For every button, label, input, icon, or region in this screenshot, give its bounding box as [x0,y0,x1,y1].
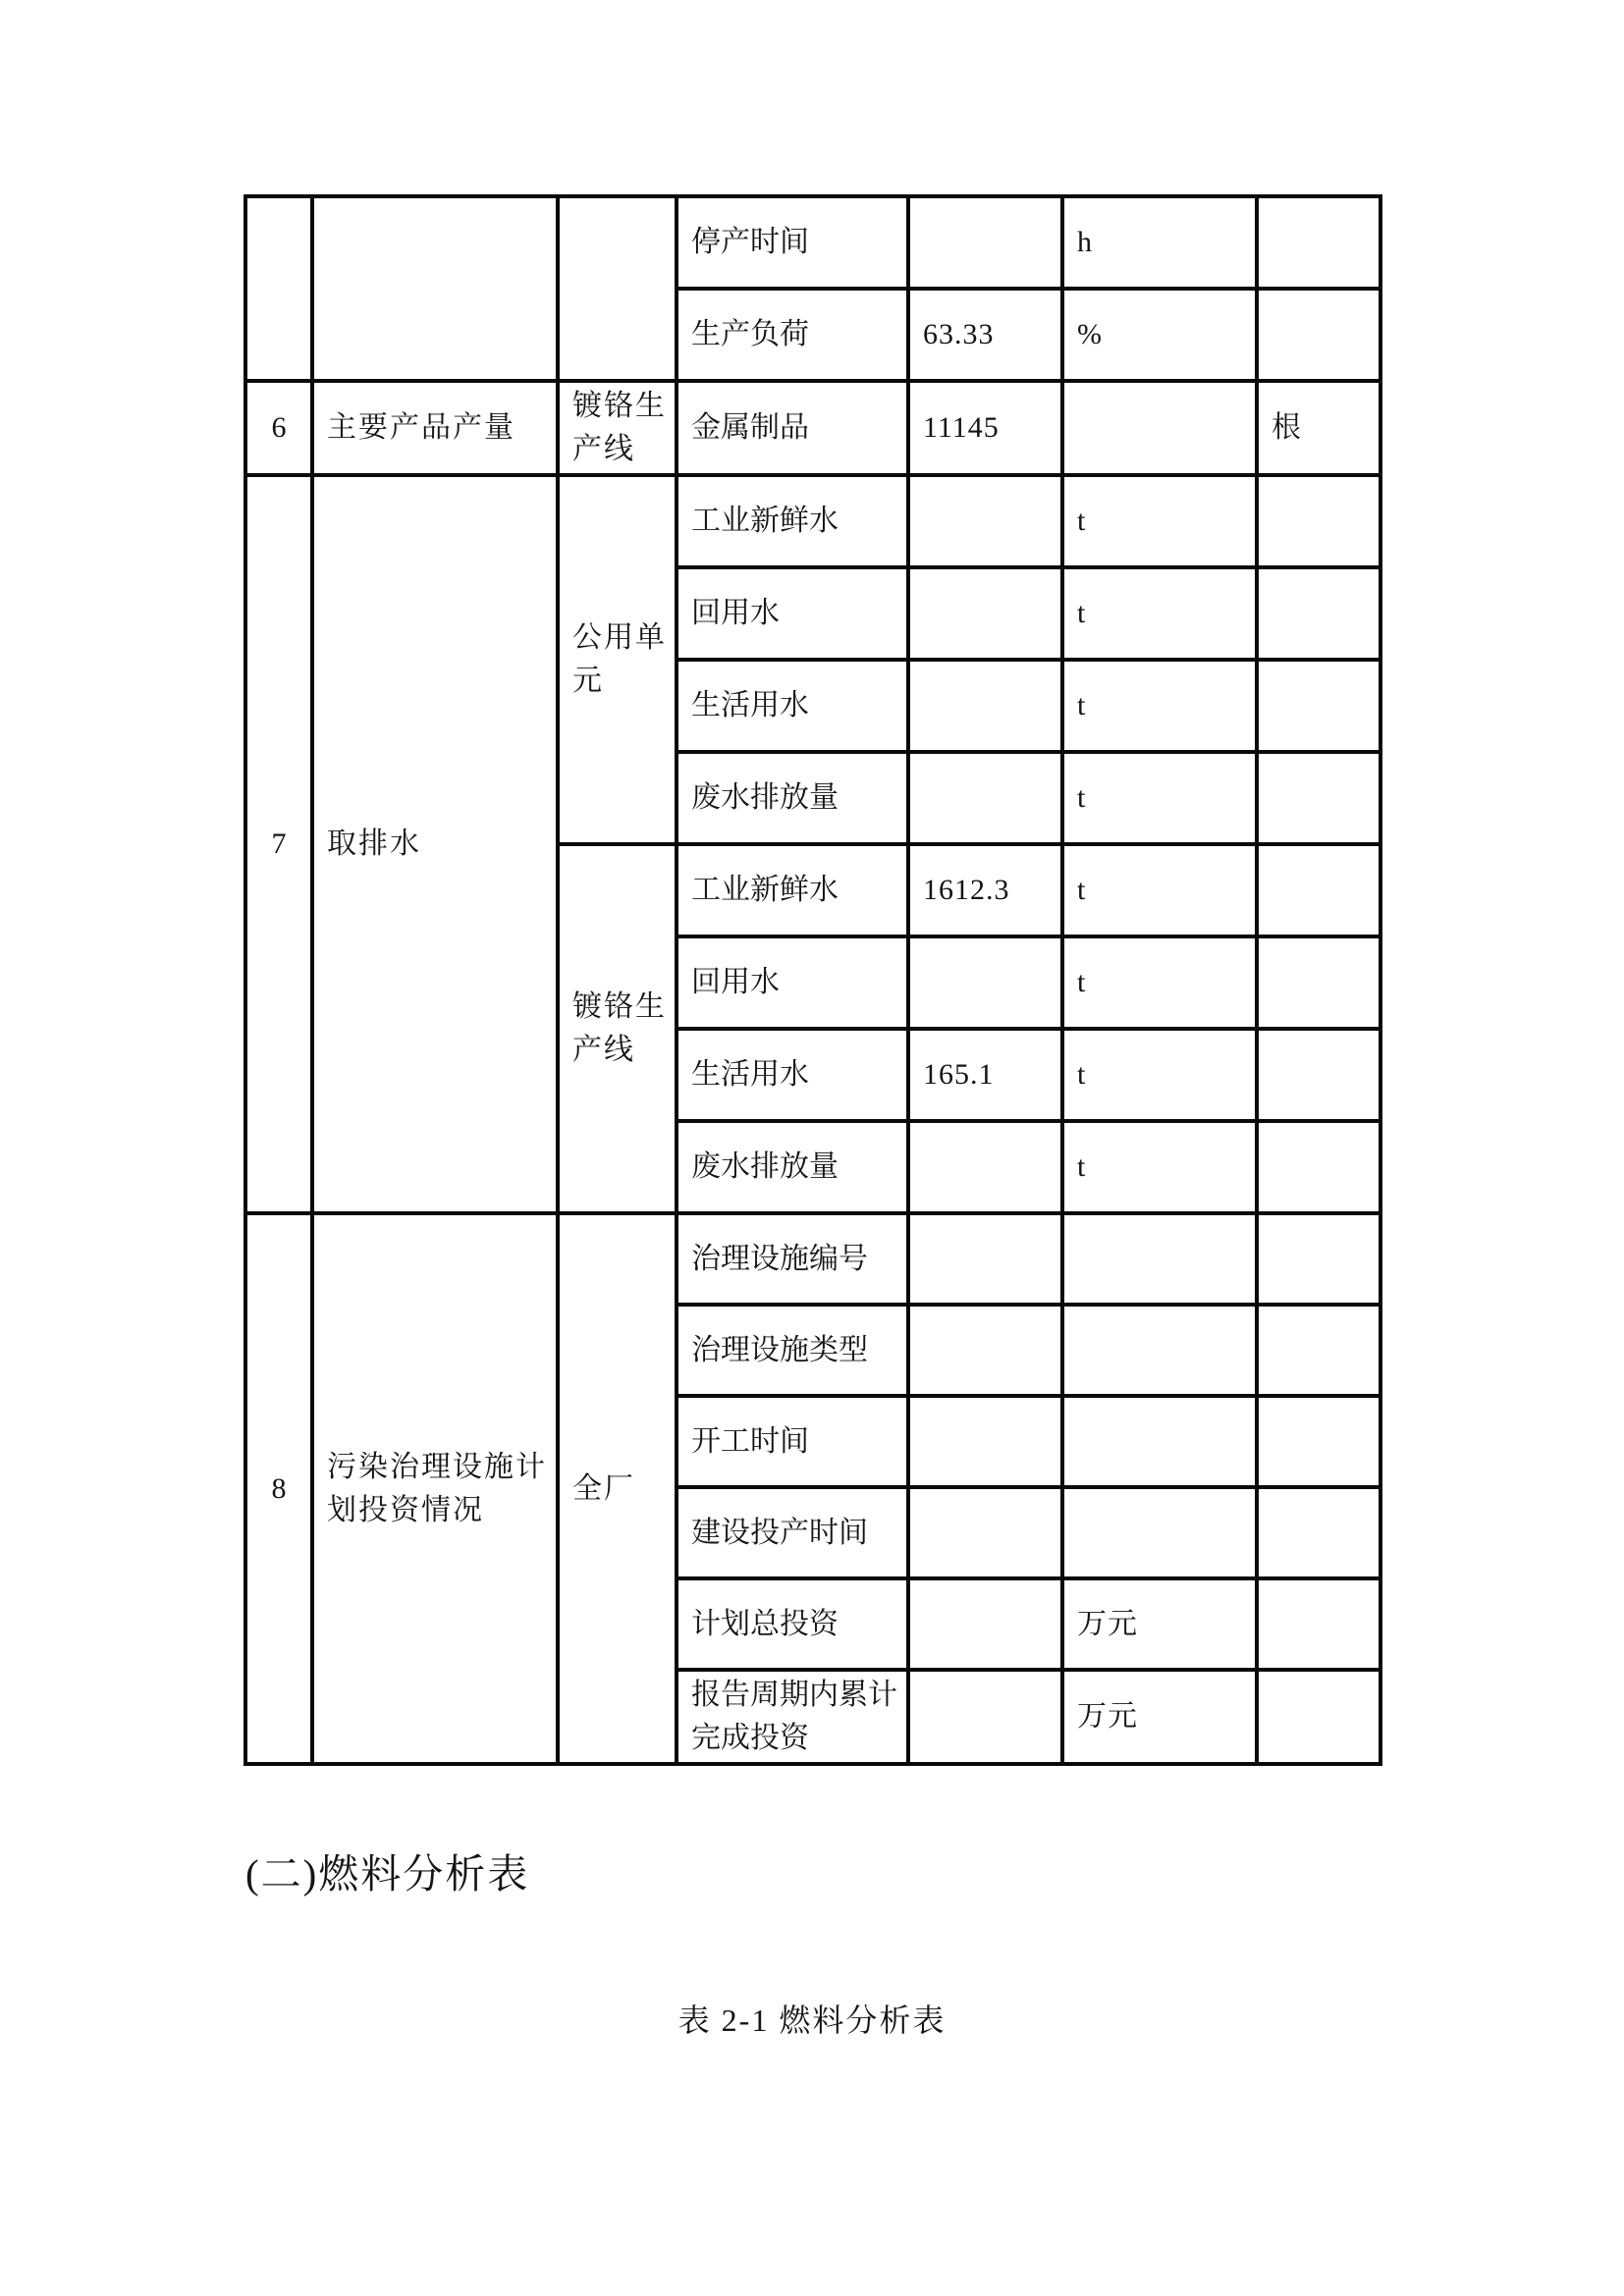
value-cell [908,660,1062,752]
category-cell: 取排水 [312,475,558,1213]
category-cell: 污染治理设施计划投资情况 [312,1213,558,1764]
unit-cell [1062,1396,1257,1487]
row-number-cell: 6 [245,381,312,475]
unit-cell: h [1062,196,1257,289]
note-cell [1257,1578,1380,1670]
item-cell: 工业新鲜水 [677,475,908,567]
table-caption: 表 2-1 燃料分析表 [677,2002,947,2038]
item-cell: 生产负荷 [677,289,908,381]
facility-statistics-table [244,194,1382,1766]
group-cell: 全厂 [558,1213,677,1764]
section-heading: (二)燃料分析表 [245,1851,530,1896]
note-cell [1257,752,1380,844]
table-row [245,196,1380,289]
note-cell [1257,196,1380,289]
item-cell: 生活用水 [677,660,908,752]
unit-cell: t [1062,567,1257,660]
table-row [245,475,1380,567]
note-cell [1257,1670,1380,1764]
value-cell: 11145 [908,381,1062,475]
group-cell: 公用单元 [558,475,677,844]
note-cell [1257,289,1380,381]
note-cell: 根 [1257,381,1380,475]
category-cell [312,196,558,381]
value-cell [908,1305,1062,1396]
item-cell: 回用水 [677,936,908,1029]
unit-cell: 万元 [1062,1670,1257,1764]
item-cell: 计划总投资 [677,1578,908,1670]
value-cell [908,752,1062,844]
note-cell [1257,1213,1380,1305]
item-cell: 治理设施类型 [677,1305,908,1396]
value-cell [908,1213,1062,1305]
item-cell: 金属制品 [677,381,908,475]
item-cell: 废水排放量 [677,752,908,844]
note-cell [1257,936,1380,1029]
value-cell [908,567,1062,660]
group-cell [558,196,677,381]
item-cell: 报告周期内累计完成投资 [677,1670,908,1764]
value-cell [908,475,1062,567]
unit-cell [1062,1487,1257,1578]
unit-cell: t [1062,844,1257,936]
unit-cell [1062,1213,1257,1305]
item-cell: 建设投产时间 [677,1487,908,1578]
note-cell [1257,475,1380,567]
item-cell: 回用水 [677,567,908,660]
note-cell [1257,844,1380,936]
unit-cell: t [1062,752,1257,844]
item-cell: 治理设施编号 [677,1213,908,1305]
unit-cell: t [1062,1121,1257,1213]
value-cell [908,936,1062,1029]
value-cell [908,1578,1062,1670]
value-cell: 1612.3 [908,844,1062,936]
note-cell [1257,660,1380,752]
unit-cell: t [1062,1029,1257,1121]
note-cell [1257,567,1380,660]
category-cell: 主要产品产量 [312,381,558,475]
note-cell [1257,1029,1380,1121]
group-cell: 镀铬生产线 [558,381,677,475]
table-row [245,1213,1380,1305]
row-number-cell: 8 [245,1213,312,1764]
table-row [245,381,1380,475]
note-cell [1257,1121,1380,1213]
item-cell: 开工时间 [677,1396,908,1487]
unit-cell: t [1062,660,1257,752]
value-cell [908,1487,1062,1578]
unit-cell [1062,381,1257,475]
value-cell [908,196,1062,289]
item-cell: 废水排放量 [677,1121,908,1213]
item-cell: 工业新鲜水 [677,844,908,936]
row-number-cell [245,196,312,381]
value-cell: 63.33 [908,289,1062,381]
value-cell [908,1396,1062,1487]
item-cell: 停产时间 [677,196,908,289]
unit-cell: 万元 [1062,1578,1257,1670]
value-cell [908,1121,1062,1213]
row-number-cell: 7 [245,475,312,1213]
group-cell: 镀铬生产线 [558,844,677,1213]
unit-cell: t [1062,936,1257,1029]
note-cell [1257,1396,1380,1487]
unit-cell: t [1062,475,1257,567]
note-cell [1257,1305,1380,1396]
value-cell: 165.1 [908,1029,1062,1121]
item-cell: 生活用水 [677,1029,908,1121]
unit-cell: % [1062,289,1257,381]
value-cell [908,1670,1062,1764]
unit-cell [1062,1305,1257,1396]
note-cell [1257,1487,1380,1578]
